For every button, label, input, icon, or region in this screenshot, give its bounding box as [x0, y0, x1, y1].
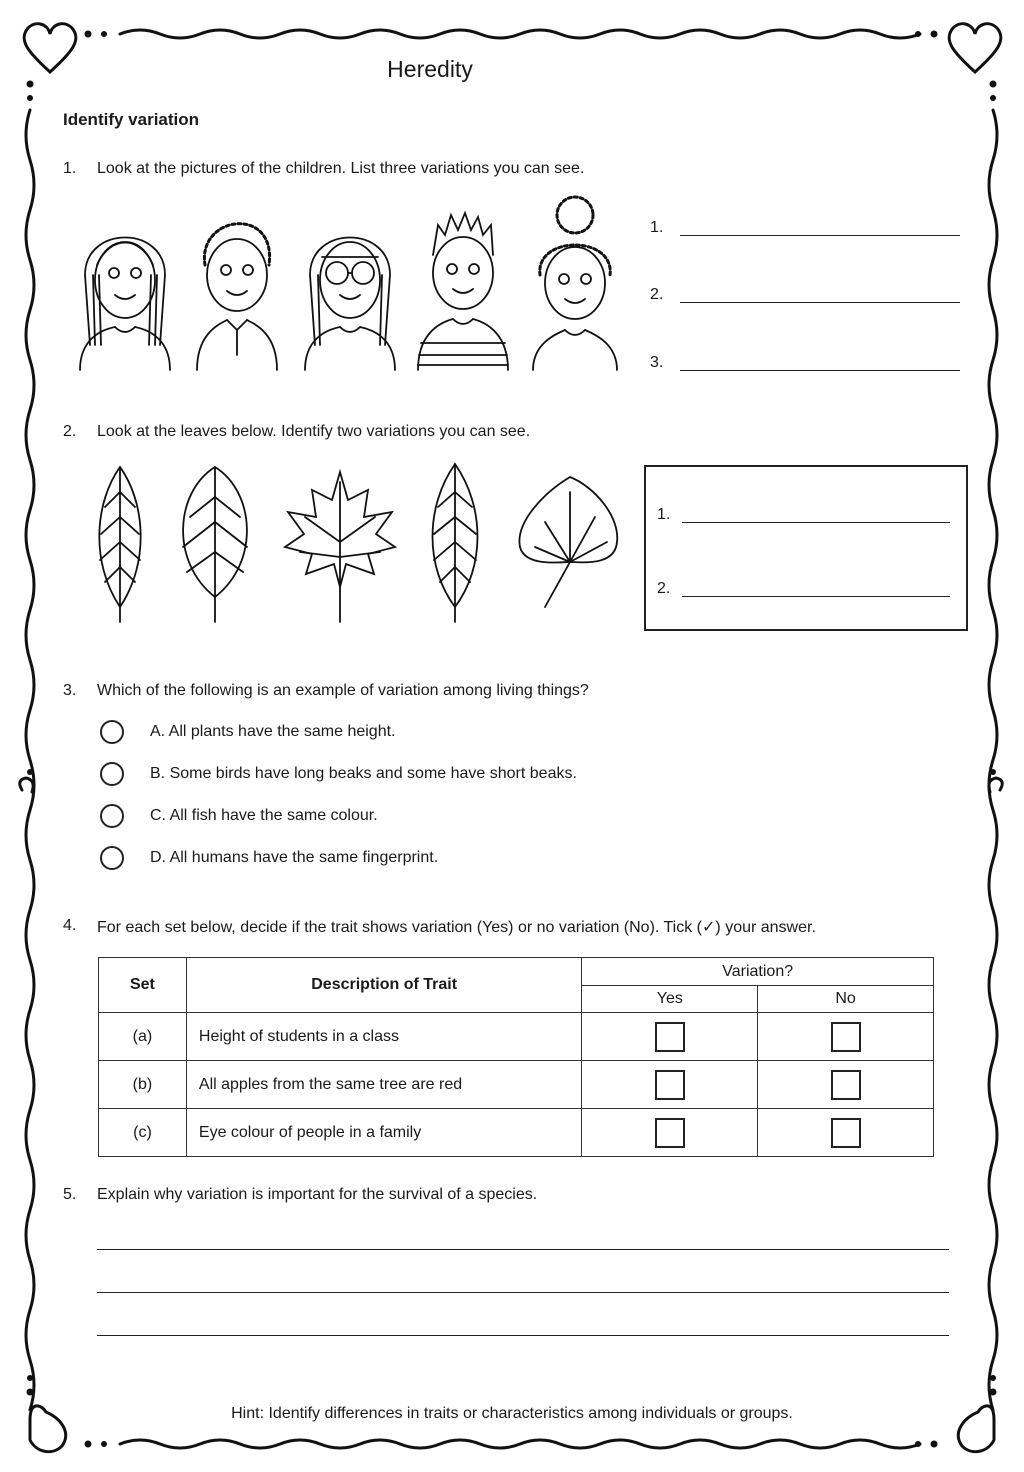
- trait-variation-table: [98, 957, 934, 1157]
- question-5-number: 5.: [63, 1186, 77, 1203]
- child-with-glasses-illustration: [305, 238, 395, 371]
- option-a-radio[interactable]: [100, 720, 124, 744]
- option-a[interactable]: [100, 718, 395, 746]
- row-b-set: (b): [99, 1061, 187, 1109]
- q5-answer-line-2[interactable]: [97, 1292, 949, 1293]
- row-c-no-checkbox[interactable]: [831, 1118, 861, 1148]
- row-a-set: (a): [99, 1013, 187, 1061]
- child-straight-hair-illustration: [80, 238, 170, 371]
- q5-answer-line-1[interactable]: [97, 1249, 949, 1250]
- header-set: Set: [99, 958, 187, 1013]
- maple-leaf-illustration: [285, 472, 395, 622]
- question-4-text: For each set below, decide if the trait shows variation (Yes) or no variation (No). Tick (✓) your answer.: [97, 919, 816, 936]
- q2-answer-line-2[interactable]: [682, 596, 950, 597]
- question-1-number: 1.: [63, 160, 77, 177]
- q1-answer-line-1[interactable]: [680, 235, 960, 236]
- option-c-radio[interactable]: [100, 804, 124, 828]
- row-a-yes-checkbox[interactable]: [655, 1022, 685, 1052]
- option-a-label: A. All plants have the same height.: [150, 723, 396, 740]
- question-5-text: Explain why variation is important for the survival of a species.: [97, 1186, 538, 1203]
- row-b-yes-checkbox[interactable]: [655, 1070, 685, 1100]
- table-row: [99, 1013, 934, 1061]
- q1-line-3-label: 3.: [650, 354, 664, 371]
- row-b-no-checkbox[interactable]: [831, 1070, 861, 1100]
- broad-oval-leaf-illustration: [183, 467, 247, 622]
- question-3-number: 3.: [63, 682, 77, 699]
- q1-line-2-label: 2.: [650, 286, 664, 303]
- option-c-label: C. All fish have the same colour.: [150, 807, 378, 824]
- option-d-label: D. All humans have the same fingerprint.: [150, 849, 439, 866]
- row-c-yes-checkbox[interactable]: [655, 1118, 685, 1148]
- option-d-radio[interactable]: [100, 846, 124, 870]
- row-a-description: Height of students in a class: [186, 1013, 582, 1061]
- option-b-radio[interactable]: [100, 762, 124, 786]
- long-serrated-leaf-illustration: [433, 464, 478, 622]
- child-curly-hair-illustration: [197, 224, 277, 370]
- option-b[interactable]: [100, 760, 577, 788]
- q1-answer-line-2[interactable]: [680, 302, 960, 303]
- child-hair-bun-illustration: [533, 197, 617, 370]
- child-short-hair-striped-shirt-illustration: [418, 213, 508, 370]
- section-title: Identify variation: [63, 110, 200, 129]
- option-d[interactable]: [100, 844, 438, 872]
- row-c-description: Eye colour of people in a family: [186, 1109, 582, 1157]
- question-2-text: Look at the leaves below. Identify two variations you can see.: [97, 423, 531, 440]
- row-a-no-checkbox[interactable]: [831, 1022, 861, 1052]
- question-3-text: Which of the following is an example of variation among living things?: [97, 682, 589, 699]
- q2-line-2-label: 2.: [657, 580, 671, 597]
- heart-shaped-leaf-illustration: [519, 477, 617, 607]
- q5-answer-line-3[interactable]: [97, 1335, 949, 1336]
- option-c[interactable]: [100, 802, 378, 830]
- narrow-serrated-leaf-illustration: [99, 467, 140, 622]
- question-1-text: Look at the pictures of the children. List three variations you can see.: [97, 160, 585, 177]
- row-b-description: All apples from the same tree are red: [186, 1061, 582, 1109]
- row-c-set: (c): [99, 1109, 187, 1157]
- hint-text: Hint: Identify differences in traits or characteristics among individuals or groups.: [231, 1405, 793, 1422]
- q2-answer-box: [644, 465, 968, 631]
- page-title: Heredity: [387, 56, 473, 82]
- question-4-number: 4.: [63, 917, 77, 934]
- q2-line-1-label: 1.: [657, 506, 671, 523]
- header-description: Description of Trait: [186, 958, 582, 1013]
- children-illustration: [75, 195, 630, 375]
- q2-answer-line-1[interactable]: [682, 522, 950, 523]
- q1-answer-line-3[interactable]: [680, 370, 960, 371]
- option-b-label: B. Some birds have long beaks and some have short beaks.: [150, 765, 577, 782]
- question-2-number: 2.: [63, 423, 77, 440]
- leaves-illustration: [85, 462, 625, 627]
- header-yes: Yes: [582, 986, 758, 1013]
- q1-line-1-label: 1.: [650, 219, 664, 236]
- table-row: [99, 1061, 934, 1109]
- header-no: No: [758, 986, 934, 1013]
- header-variation: Variation?: [582, 958, 934, 986]
- table-row: [99, 1109, 934, 1157]
